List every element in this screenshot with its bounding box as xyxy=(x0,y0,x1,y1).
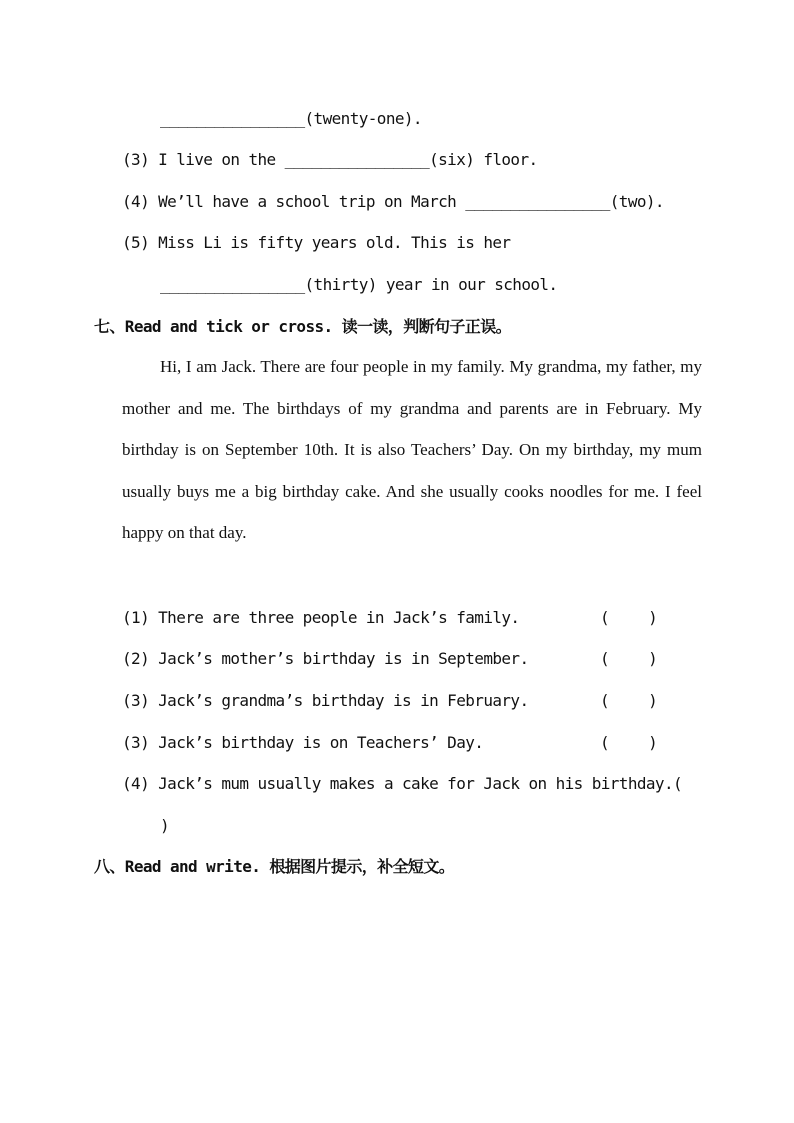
reading-passage: Hi, I am Jack. There are four people in my family. My grandma, my father, my mother and me. The birthdays of my grandma and parents are in February. My birthday is on September 10th. It is also Teachers’ Day. On my birthday, my mum usually buys me a big birthday cake. And she usually cooks noodles for me. I feel happy on that day. xyxy=(122,357,702,543)
fill-blank-item-5-cont: ________________(thirty) year in our school. xyxy=(160,275,558,294)
fill-blank-item-4: (4) We’ll have a school trip on March ________________(two). xyxy=(122,192,664,211)
answer-box-1[interactable]: ( ) xyxy=(600,608,658,627)
answer-box-4[interactable]: ( ) xyxy=(600,733,658,752)
fill-blank-item-5: (5) Miss Li is fifty years old. This is her xyxy=(122,233,511,252)
fill-blank-line: ________________(twenty-one). xyxy=(160,109,422,128)
question-3b: (3) Jack’s birthday is on Teachers’ Day. xyxy=(122,733,484,752)
answer-box-3[interactable]: ( ) xyxy=(600,691,658,710)
fill-blank-item-3: (3) I live on the ________________(six) floor. xyxy=(122,150,538,169)
question-1: (1) There are three people in Jack’s family. xyxy=(122,608,520,627)
section-7-heading: 七、Read and tick or cross. 读一读，判断句子正误。 xyxy=(94,317,511,336)
section-8-heading: 八、Read and write. 根据图片提示，补全短文。 xyxy=(94,857,455,876)
question-3: (3) Jack’s grandma’s birthday is in February. xyxy=(122,691,529,710)
question-2: (2) Jack’s mother’s birthday is in September. xyxy=(122,649,529,668)
question-4: (4) Jack’s mum usually makes a cake for Jack on his birthday.( xyxy=(122,774,683,793)
answer-box-2[interactable]: ( ) xyxy=(600,649,658,668)
answer-box-5[interactable]: ) xyxy=(160,816,170,835)
